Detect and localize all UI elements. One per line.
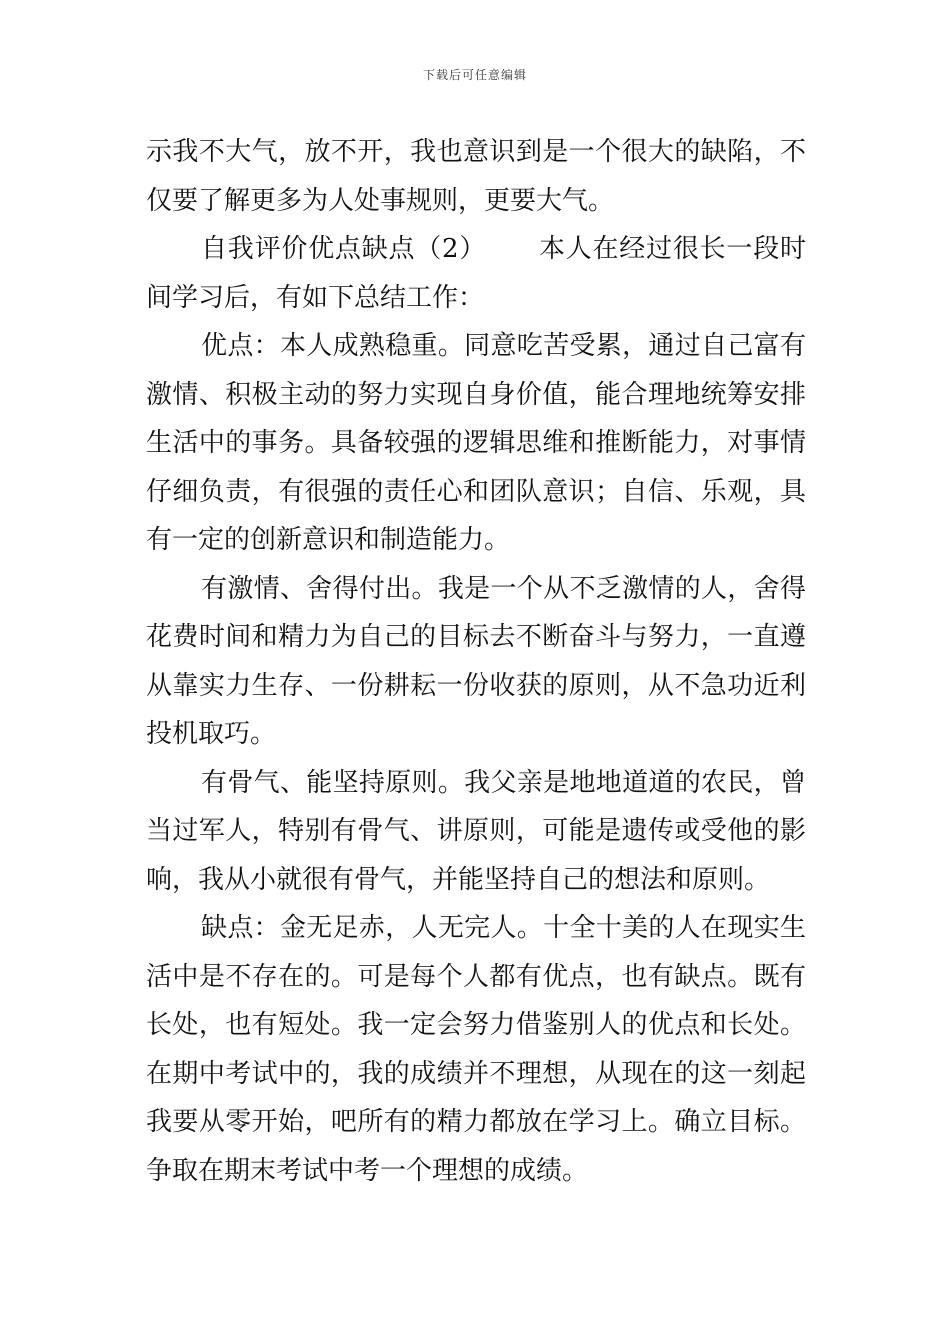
paragraph-continuation: 示我不大气，放不开，我也意识到是一个很大的缺陷，不仅要了解更多为人处事规则，更要大气。: [146, 137, 806, 216]
section-heading: 自我评价优点缺点（2）: [201, 234, 487, 264]
paragraph-strengths: 优点：本人成熟稳重。同意吃苦受累，通过自己富有激情、积极主动的努力实现自身价值，能合理地统筹安排生活中的事务。具备较强的逻辑思维和推断能力，对事情仔细负责，有很强的责任心和团队意识；自信、乐观，具有一定的创新意识和制造能力。: [146, 331, 806, 555]
document-body: [146, 128, 806, 1195]
paragraph-passion: 有激情、舍得付出。我是一个从不乏激情的人，舍得花费时间和精力为自己的目标去不断奋斗与努力，一直遵从靠实力生存、一份耕耘一份收获的原则，从不急功近利投机取巧。: [146, 573, 806, 749]
paragraph-weaknesses: 缺点：金无足赤，人无完人。十全十美的人在现实生活中是不存在的。可是每个人都有优点，也有缺点。既有长处，也有短处。我一定会努力借鉴别人的优点和长处。在期中考试中的，我的成绩并不理想，从现在的这一刻起我要从零开始，吧所有的精力都放在学习上。确立目标。争取在期末考试中考一个理想的成绩。: [146, 913, 806, 1186]
paragraph-principles: 有骨气、能坚持原则。我父亲是地地道道的农民，曾当过军人，特别有骨气、讲原则，可能是遗传或受他的影响，我从小就很有骨气，并能坚持自己的想法和原则。: [146, 767, 806, 895]
paragraph-section-heading: [146, 225, 806, 322]
page-header: 下载后可任意编辑: [422, 68, 527, 82]
section-intro: 本人在经过很长一段时间学习后，有如下总结工作：: [146, 234, 806, 313]
